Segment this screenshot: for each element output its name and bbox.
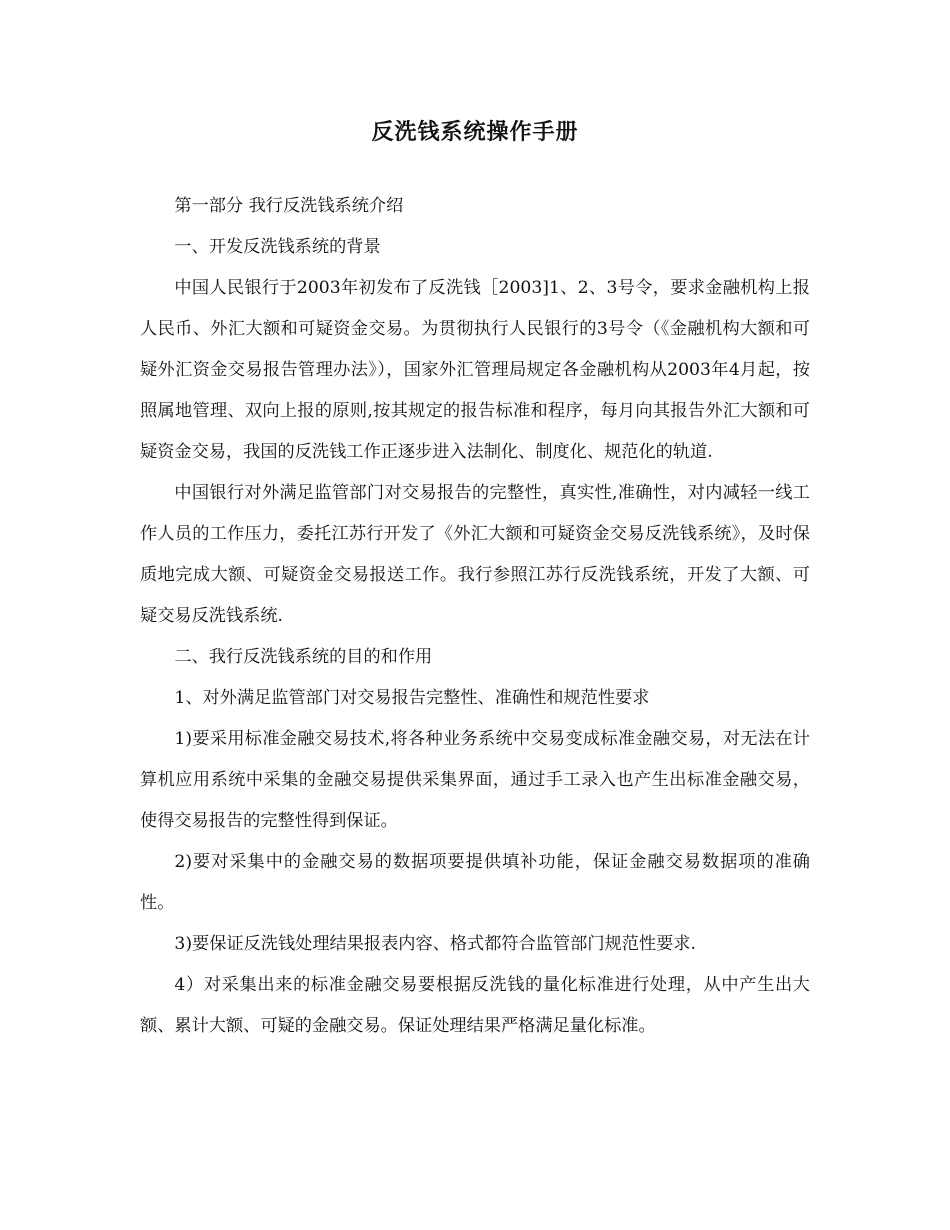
section-heading-part-one: 第一部分 我行反洗钱系统介绍 bbox=[174, 196, 404, 216]
list-item-3: 3)要保证反洗钱处理结果报表内容、格式都符合监管部门规范性要求. bbox=[174, 934, 696, 954]
paragraph-background-1: 中国人民银行于2003年初发布了反洗钱［2003]1、2、3号令，要求金融机构上报人民币、外汇大额和可疑资金交易。为贯彻执行人民银行的3号令（《金融机构大额和可疑外汇资金交易报告管理办法》），国家外汇管理局规定各金融机构从2003年4月起，按照属地管理、双向上报的原则,按其规定的报告标准和程序，每月向其报告外汇大额和可疑资金交易，我国的反洗钱工作正逐步进入法制化、制度化、规范化的轨道. bbox=[140, 278, 810, 462]
section-heading-purpose: 二、我行反洗钱系统的目的和作用 bbox=[174, 647, 433, 667]
list-item-1: 1)要采用标准金融交易技术,将各种业务系统中交易变成标准金融交易，对无法在计算机应用系统中采集的金融交易提供采集界面，通过手工录入也产生出标准金融交易，使得交易报告的完整性得到保证。 bbox=[140, 729, 810, 831]
paragraph-background-2: 中国银行对外满足监管部门对交易报告的完整性，真实性,准确性，对内减轻一线工作人员的工作压力，委托江苏行开发了《外汇大额和可疑资金交易反洗钱系统》，及时保质地完成大额、可疑资金交易报送工作。我行参照江苏行反洗钱系统，开发了大额、可疑交易反洗钱系统. bbox=[140, 483, 810, 626]
section-heading-background: 一、开发反洗钱系统的背景 bbox=[174, 237, 381, 257]
list-item-2: 2)要对采集中的金融交易的数据项要提供填补功能，保证金融交易数据项的准确性。 bbox=[140, 852, 810, 913]
document-title: 反洗钱系统操作手册 bbox=[371, 119, 579, 145]
subheading-requirements: 1、对外满足监管部门对交易报告完整性、准确性和规范性要求 bbox=[174, 688, 650, 708]
list-item-4: 4）对采集出来的标准金融交易要根据反洗钱的量化标准进行处理，从中产生出大额、累计大额、可疑的金融交易。保证处理结果严格满足量化标准。 bbox=[140, 975, 810, 1036]
